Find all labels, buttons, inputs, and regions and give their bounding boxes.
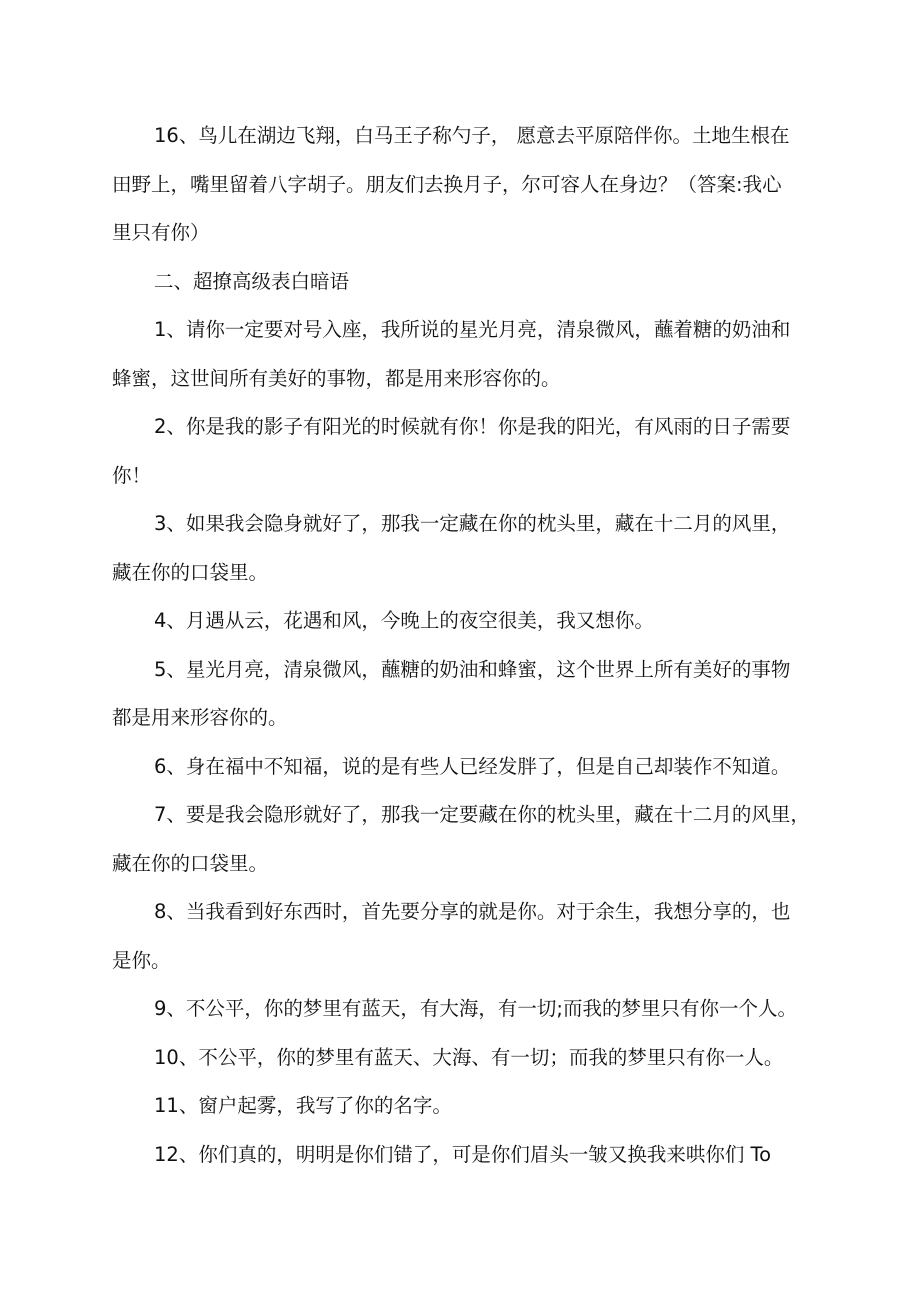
item-7-line1: 7、要是我会隐形就好了，那我一定要藏在你的枕头里，藏在十二月的风里， xyxy=(154,803,810,826)
item-5-line2: 都是用来形容你的。 xyxy=(112,706,288,729)
item-9-line1: 9、不公平，你的梦里有蓝天，有大海，有一切;而我的梦里只有你一个人。 xyxy=(154,997,797,1020)
item-16-line3-wrap xyxy=(112,209,832,258)
item-16-line1: 16、鸟儿在湖边飞翔，白马王子称勺子， 愿意去平原陪伴你。土地生根在 xyxy=(154,124,790,147)
item-5-line1: 5、星光月亮，清泉微风，蘸糖的奶油和蜂蜜，这个世界上所有美好的事物 xyxy=(154,657,791,681)
item-11-line1: 11、窗户起雾，我写了你的名字。 xyxy=(154,1094,452,1117)
item-16-line2-wrap xyxy=(112,161,832,210)
item-16-line2: 田野上，嘴里留着八字胡子。朋友们去换月子，尔可容人在身边？（答案:我心 xyxy=(112,172,782,196)
item-8-line2: 是你。 xyxy=(112,948,171,972)
section-heading: 二、超撩高级表白暗语 xyxy=(154,269,350,293)
item-6-line1: 6、身在福中不知福，说的是有些人已经发胖了，但是自己却装作不知道。 xyxy=(154,754,791,778)
item-2-line1: 2、你是我的影子有阳光的时候就有你！你是我的阳光，有风雨的日子需要 xyxy=(154,415,791,438)
document-body xyxy=(112,112,832,1179)
item-12-line1: 12、你们真的，明明是你们错了，可是你们眉头一皱又换我来哄你们 To xyxy=(154,1142,772,1166)
item-4-line1: 4、月遇从云，花遇和风，今晚上的夜空很美，我又想你。 xyxy=(154,609,654,632)
item-3-line2: 藏在你的口袋里。 xyxy=(112,560,269,584)
item-8-line1: 8、当我看到好东西时，首先要分享的就是你。对于余生，我想分享的，也 xyxy=(154,900,791,923)
item-1-line1: 1、请你一定要对号入座，我所说的星光月亮，清泉微风，蘸着糖的奶油和 xyxy=(154,318,791,341)
item-3-line1: 3、如果我会隐身就好了，那我一定藏在你的枕头里，藏在十二月的风里， xyxy=(154,512,791,535)
item-16-line3: 里只有你） xyxy=(112,221,210,244)
item-1-line2: 蜂蜜，这世间所有美好的事物，都是用来形容你的。 xyxy=(112,366,561,390)
item-2-line2: 你！ xyxy=(112,463,152,487)
paragraph-item-16 xyxy=(112,112,832,161)
item-10-line1: 10、不公平，你的梦里有蓝天、大海、有一切；而我的梦里只有你一人。 xyxy=(154,1045,784,1069)
item-7-line2: 藏在你的口袋里。 xyxy=(112,851,269,875)
